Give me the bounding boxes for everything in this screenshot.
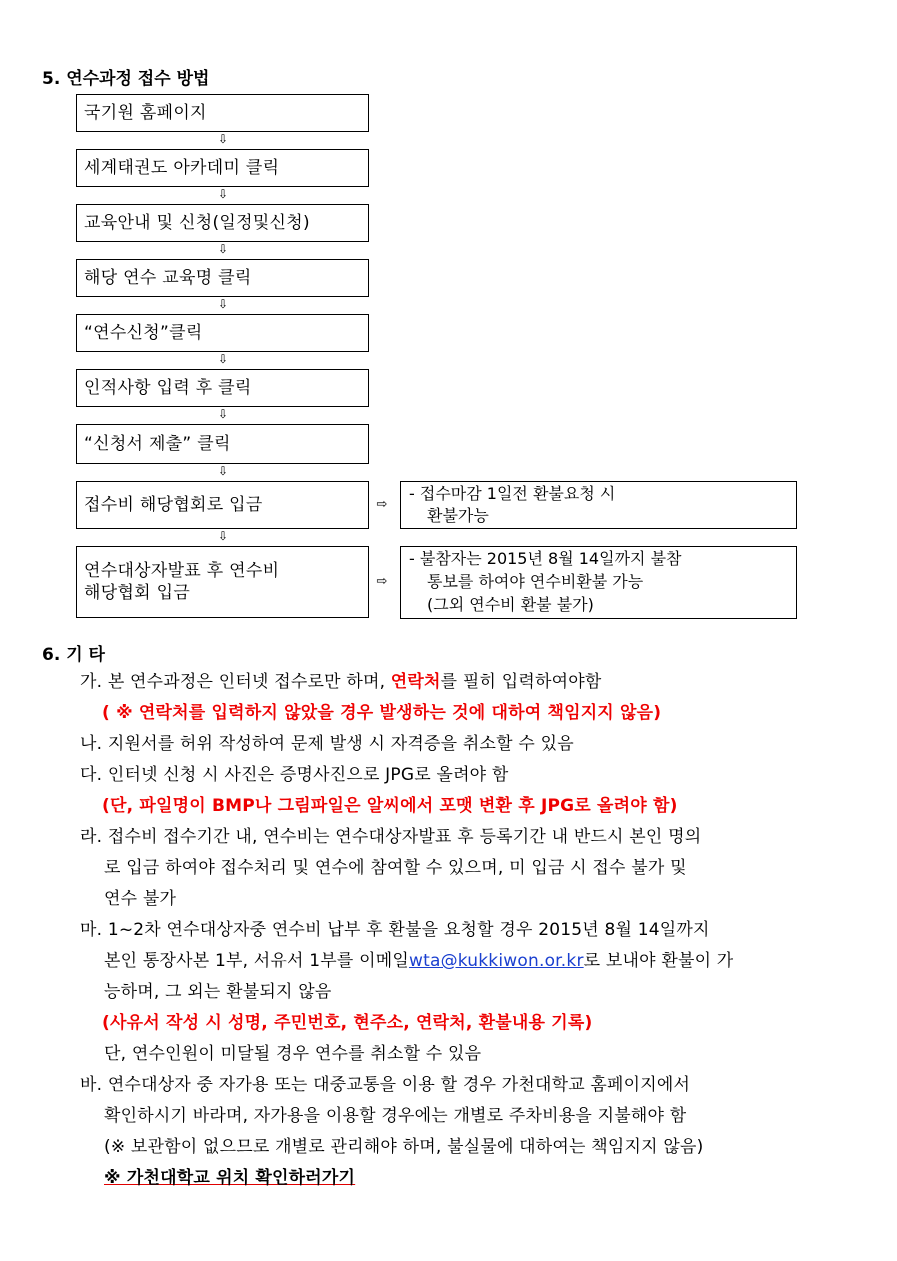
- arrow-down-icon: ⇩: [217, 242, 229, 256]
- refund-note-box: [400, 481, 797, 529]
- item-ba-line2: 확인하시기 바라며, 자가용을 이용할 경우에는 개별로 주차비용을 지불해야 함: [104, 1106, 687, 1126]
- flow-step-submit: “신청서 제출” 클릭: [76, 424, 369, 464]
- item-ga-suffix: 를 필히 입력하여야함: [440, 672, 602, 692]
- flow-step-fee-deposit: 접수비 해당협회로 입금: [76, 481, 369, 529]
- item-ma-line4: 단, 연수인원이 미달될 경우 연수를 취소할 수 있음: [104, 1044, 482, 1064]
- item-ma-line2-suffix: 로 보내야 환불이 가: [583, 951, 734, 971]
- refund-note-line2: 환불가능: [427, 506, 489, 525]
- arrow-down-icon: ⇩: [217, 187, 229, 201]
- flow-step-apply: “연수신청”클릭: [76, 314, 369, 352]
- item-ra-line3: 연수 불가: [104, 889, 177, 909]
- item-ma-line2-prefix: 본인 통장사본 1부, 서유서 1부를 이메일: [104, 951, 409, 971]
- item-ma-line3: 능하며, 그 외는 환불되지 않음: [104, 982, 332, 1002]
- item-ga: [80, 670, 601, 694]
- item-ra-line1: 라. 접수비 접수기간 내, 연수비는 연수대상자발표 후 등록기간 내 반드시 본인 명의: [80, 827, 702, 847]
- item-ma-note: (사유서 작성 시 성명, 주민번호, 현주소, 연락처, 환불내용 기록): [102, 1013, 593, 1033]
- item-ga-note: ( ※ 연락처를 입력하지 않았을 경우 발생하는 것에 대하여 책임지지 않음): [102, 703, 662, 723]
- item-ra-line2: 로 입금 하여야 접수처리 및 연수에 참여할 수 있으며, 미 입금 시 접수 불가 및: [104, 858, 687, 878]
- absence-note-box: [400, 546, 797, 619]
- arrow-down-icon: ⇩: [217, 464, 229, 478]
- arrow-down-icon: ⇩: [217, 352, 229, 366]
- arrow-right-icon: ⇨: [376, 574, 388, 589]
- flow-step-personal-info: 인적사항 입력 후 클릭: [76, 369, 369, 407]
- section6-heading: 6. 기 타: [42, 645, 105, 665]
- arrow-down-icon: ⇩: [217, 529, 229, 543]
- item-ba-line1: 바. 연수대상자 중 자가용 또는 대중교통을 이용 할 경우 가천대학교 홈페이지에서: [80, 1075, 691, 1095]
- absence-note-line1: - 불참자는 2015년 8월 14일까지 불참: [409, 549, 682, 568]
- email-link[interactable]: wta@kukkiwon.or.kr: [408, 951, 584, 971]
- item-da: 다. 인터넷 신청 시 사진은 증명사진으로 JPG로 올려야 함: [80, 765, 509, 785]
- item-ga-contact: 연락처: [390, 672, 441, 692]
- absence-note-line3: (그외 연수비 환불 불가): [427, 595, 594, 614]
- flow-step-final-line2: 해당협회 입금: [84, 583, 191, 603]
- flow-step-course-name: 해당 연수 교육명 클릭: [76, 259, 369, 297]
- arrow-right-icon: ⇨: [376, 497, 388, 512]
- item-ba-line3: (※ 보관함이 없으므로 개별로 관리해야 하며, 불실물에 대하여는 책임지지 않음): [104, 1137, 704, 1157]
- absence-note-line2: 통보를 하여야 연수비환불 가능: [427, 572, 644, 591]
- flow-step-final-line1: 연수대상자발표 후 연수비: [84, 560, 280, 581]
- arrow-down-icon: ⇩: [217, 297, 229, 311]
- arrow-down-icon: ⇩: [217, 407, 229, 421]
- gachon-location-link[interactable]: ※ 가천대학교 위치 확인하러가기: [104, 1168, 356, 1188]
- item-ma-line2: [104, 949, 733, 973]
- flow-step-academy: 세계태권도 아카데미 클릭: [76, 149, 369, 187]
- flow-step-education-info: 교육안내 및 신청(일정및신청): [76, 204, 369, 242]
- arrow-down-icon: ⇩: [217, 132, 229, 146]
- item-ma-line1: 마. 1~2차 연수대상자중 연수비 납부 후 환불을 요청할 경우 2015년 8월 14일까지: [80, 920, 710, 940]
- refund-note-line1: - 접수마감 1일전 환불요청 시: [409, 484, 616, 503]
- flow-step-final-deposit: [76, 546, 369, 618]
- flow-step-homepage: 국기원 홈페이지: [76, 94, 369, 132]
- item-da-note: (단, 파일명이 BMP나 그림파일은 알씨에서 포맷 변환 후 JPG로 올려야 함): [102, 796, 678, 816]
- item-ga-prefix: 가. 본 연수과정은 인터넷 접수로만 하며,: [80, 672, 391, 692]
- item-na: 나. 지원서를 허위 작성하여 문제 발생 시 자격증을 취소할 수 있음: [80, 734, 574, 754]
- section5-heading: 5. 연수과정 접수 방법: [42, 69, 210, 89]
